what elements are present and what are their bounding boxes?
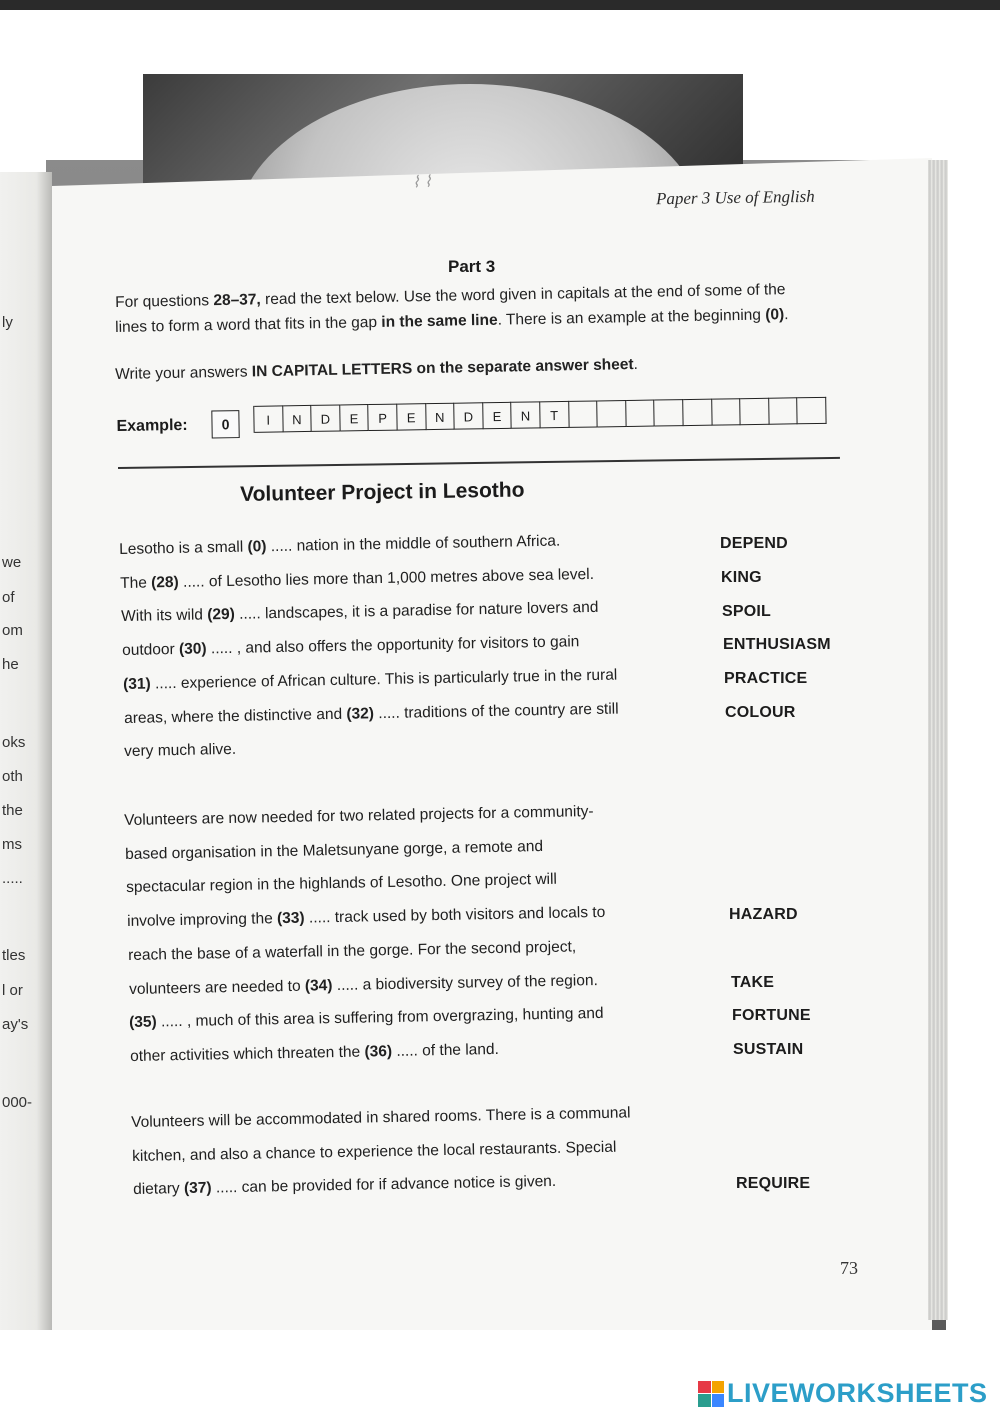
cue-word: HAZARD bbox=[729, 906, 798, 923]
example-letter-box bbox=[712, 398, 741, 425]
cue-word: ENTHUSIASM bbox=[723, 636, 831, 653]
example-letter-box: D bbox=[454, 402, 483, 429]
example-letter-box: D bbox=[311, 404, 340, 431]
line-text: volunteers are needed to bbox=[128, 977, 305, 998]
cue-word: DEPEND bbox=[720, 535, 788, 552]
cue-word: KING bbox=[721, 569, 762, 586]
example-letter-box: N bbox=[283, 405, 312, 432]
watermark-logo-icon bbox=[698, 1381, 724, 1407]
line-text: kitchen, and also a chance to experience the local restaurants. Special bbox=[131, 1138, 617, 1165]
left-page-fragment: ms bbox=[2, 836, 22, 853]
line-text: ..... , and also offers the opportunity for visitors to gain bbox=[206, 633, 580, 658]
example-letter-box bbox=[597, 400, 626, 427]
cue-word: SPOIL bbox=[722, 603, 772, 620]
left-page-fragment: oth bbox=[2, 768, 23, 785]
left-page-fragment: l or bbox=[2, 982, 23, 999]
line-text: ..... a biodiversity survey of the region. bbox=[331, 971, 598, 994]
line-text: The bbox=[119, 574, 152, 592]
left-page-fragment: tles bbox=[2, 947, 26, 964]
gap-number: (36) bbox=[364, 1042, 393, 1061]
gap-number: (0) bbox=[247, 538, 267, 556]
instruction-line-1: For questions 28–37, read the text below. Use the word given in capitals at the end of some of the bbox=[115, 281, 786, 311]
line-text: Volunteers are now needed for two related projects for a community- bbox=[124, 802, 594, 829]
line-text: spectacular region in the highlands of Lesotho. One project will bbox=[125, 871, 557, 897]
cue-word: TAKE bbox=[731, 974, 775, 991]
gap-number: (34) bbox=[304, 976, 333, 995]
line-text: ..... can be provided for if advance notice is given. bbox=[211, 1173, 557, 1197]
cue-word: REQUIRE bbox=[736, 1175, 811, 1192]
line-text: ..... track used by both visitors and locals to bbox=[304, 903, 606, 927]
gap-number: (32) bbox=[345, 704, 374, 723]
line-text: based organisation in the Maletsunyane gorge, a remote and bbox=[124, 837, 544, 863]
line-text: ..... experience of African culture. This is particularly true in the rural bbox=[150, 666, 618, 693]
line-text: involve improving the bbox=[126, 910, 277, 931]
example-number-box: 0 bbox=[211, 410, 239, 438]
example-letter-box bbox=[740, 398, 769, 425]
left-page-fragment: oks bbox=[2, 734, 26, 751]
line-text: With its wild bbox=[120, 606, 208, 626]
pencil-marks: ⌇ ⌇ bbox=[411, 173, 433, 192]
line-text: ..... , much of this area is suffering from overgrazing, hunting and bbox=[156, 1005, 605, 1031]
gap-number: (35) bbox=[129, 1013, 158, 1032]
line-text: ..... traditions of the country are still bbox=[373, 700, 619, 722]
left-page-fragment: ay's bbox=[2, 1016, 29, 1033]
left-page-fragment: the bbox=[2, 802, 23, 819]
left-page-fragment: ly bbox=[2, 314, 13, 331]
article-title: Volunteer Project in Lesotho bbox=[240, 478, 525, 506]
line-text: ..... of the land. bbox=[392, 1040, 500, 1060]
line-text: areas, where the distinctive and bbox=[123, 705, 347, 727]
gap-number: (37) bbox=[183, 1179, 212, 1198]
page-stack-edge bbox=[928, 160, 948, 1320]
scan-top-edge bbox=[0, 0, 1000, 10]
left-page-fragment: ..... bbox=[2, 870, 23, 887]
gap-number: (33) bbox=[276, 909, 305, 928]
left-page-fragment: of bbox=[2, 589, 15, 606]
line-text: dietary bbox=[132, 1180, 184, 1199]
line-text: Lesotho is a small bbox=[119, 538, 248, 558]
example-letter-box: E bbox=[397, 403, 426, 430]
cue-word: PRACTICE bbox=[724, 670, 808, 687]
running-head: Paper 3 Use of English bbox=[655, 186, 815, 209]
left-page-edge bbox=[0, 172, 52, 1332]
line-text: ..... nation in the middle of southern Africa. bbox=[266, 532, 561, 556]
part-title: Part 3 bbox=[448, 257, 496, 276]
example-letter-box bbox=[626, 400, 655, 427]
instruction-line-2: lines to form a word that fits in the gap in the same line. There is an example at the beginning (0). bbox=[115, 306, 789, 336]
cue-word: SUSTAIN bbox=[733, 1041, 804, 1058]
page-number: 73 bbox=[840, 1258, 858, 1278]
example-letter-box: T bbox=[540, 401, 569, 428]
gap-number: (30) bbox=[178, 640, 207, 658]
cue-word: FORTUNE bbox=[732, 1007, 811, 1024]
example-label: Example: bbox=[116, 416, 188, 435]
article-line bbox=[124, 741, 236, 761]
watermark bbox=[698, 1378, 988, 1409]
left-page-fragment: he bbox=[2, 656, 19, 673]
watermark-text: LIVEWORKSHEETS bbox=[727, 1378, 988, 1408]
example-letter-box: I bbox=[254, 405, 283, 432]
line-text: outdoor bbox=[121, 641, 179, 660]
example-letter-box: N bbox=[512, 401, 541, 428]
example-letter-box bbox=[683, 399, 712, 426]
gap-number: (28) bbox=[150, 573, 179, 592]
example-letter-box: N bbox=[426, 403, 455, 430]
left-page-fragment: om bbox=[2, 622, 23, 639]
left-page-fragment: we bbox=[2, 554, 22, 571]
example-letter-box bbox=[654, 399, 683, 426]
line-text: ..... landscapes, it is a paradise for nature lovers and bbox=[234, 599, 599, 624]
gap-number: (29) bbox=[206, 606, 235, 624]
example-letter-box: E bbox=[483, 402, 512, 429]
gap-number: (31) bbox=[122, 675, 151, 693]
example-letter-box: E bbox=[340, 404, 369, 431]
example-letter-box bbox=[769, 397, 798, 424]
example-letter-box bbox=[569, 400, 598, 427]
line-text: very much alive. bbox=[124, 741, 237, 761]
instruction-line-3: Write your answers IN CAPITAL LETTERS on the separate answer sheet. bbox=[115, 355, 639, 383]
cue-word: COLOUR bbox=[725, 704, 796, 721]
left-page-fragment: 000- bbox=[2, 1094, 33, 1111]
line-text: ..... of Lesotho lies more than 1,000 metres above sea level. bbox=[178, 565, 595, 591]
line-text: reach the base of a waterfall in the gorge. For the second project, bbox=[127, 938, 576, 964]
line-text: Volunteers will be accommodated in shared rooms. There is a communal bbox=[131, 1104, 631, 1131]
example-letter-box bbox=[797, 397, 826, 424]
line-text: other activities which threaten the bbox=[130, 1043, 365, 1065]
example-letter-box: P bbox=[369, 404, 398, 431]
